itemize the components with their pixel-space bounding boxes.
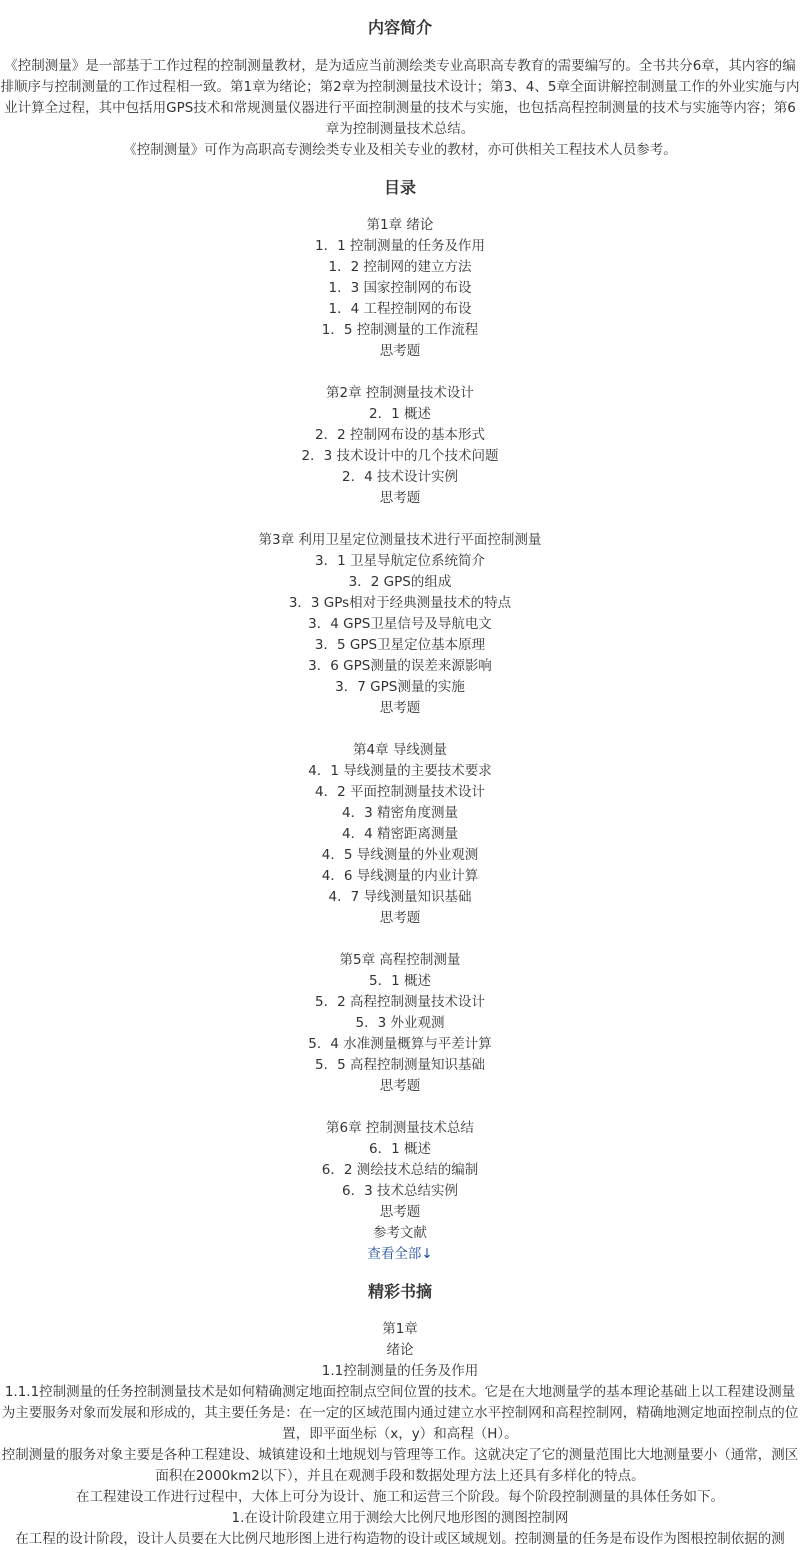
toc-chapter-heading: 第5章 高程控制测量 xyxy=(339,952,461,968)
toc-item: 5．4 水准测量概算与平差计算 xyxy=(308,1036,492,1052)
excerpt-line: 在工程建设工作进行过程中，大体上可分为设计、施工和运营三个阶段。每个阶段控制测量的具体任务如下。 xyxy=(76,1489,724,1505)
toc-item: 6．1 概述 xyxy=(369,1141,431,1157)
toc-item: 3．7 GPS测量的实施 xyxy=(335,679,465,695)
toc-item: 思考题 xyxy=(379,1078,421,1094)
excerpt-line: 控制测量的服务对象主要是各种工程建设、城镇建设和土地规划与管理等工作。这就决定了它的测量范围比大地测量要小（通常，测区面积在2000km2以下），并且在观测手段和数据处理方法上还具有多样化的特点。 xyxy=(1,1447,799,1484)
toc-item: 6．2 测绘技术总结的编制 xyxy=(321,1162,479,1178)
toc-title: 目录 xyxy=(383,178,416,197)
toc-item: 1．3 国家控制网的布设 xyxy=(328,280,472,296)
toc-item: 4．5 导线测量的外业观测 xyxy=(321,847,479,863)
toc-chapter xyxy=(0,950,800,1097)
excerpt-line: 1.1控制测量的任务及作用 xyxy=(321,1363,479,1379)
view-all-link[interactable]: 查看全部↓ xyxy=(367,1246,433,1262)
toc-chapter-heading: 第4章 导线测量 xyxy=(353,742,447,758)
toc-item: 1．5 控制测量的工作流程 xyxy=(321,322,479,338)
toc-item: 2．4 技术设计实例 xyxy=(342,469,458,485)
excerpt-title: 精彩书摘 xyxy=(367,1282,432,1301)
toc-item: 3．1 卫星导航定位系统简介 xyxy=(315,553,485,569)
toc-chapter xyxy=(0,1118,800,1244)
toc-item: 5．2 高程控制测量技术设计 xyxy=(315,994,485,1010)
intro-paragraph: 《控制测量》可作为高职高专测绘类专业及相关专业的教材，亦可供相关工程技术人员参考。 xyxy=(123,142,677,158)
toc-item: 思考题 xyxy=(379,1204,421,1220)
toc-item: 2．3 技术设计中的几个技术问题 xyxy=(301,448,499,464)
toc-item: 1．2 控制网的建立方法 xyxy=(328,259,472,275)
toc-chapter xyxy=(0,383,800,509)
toc-item: 4．1 导线测量的主要技术要求 xyxy=(308,763,492,779)
toc-item: 6．3 技术总结实例 xyxy=(342,1183,458,1199)
toc-item: 1．4 工程控制网的布设 xyxy=(328,301,472,317)
toc-chapter xyxy=(0,530,800,719)
excerpt-section xyxy=(0,1319,800,1550)
toc-chapter xyxy=(0,215,800,362)
toc-item: 2．1 概述 xyxy=(369,406,431,422)
toc-item: 3．5 GPS卫星定位基本原理 xyxy=(314,637,486,653)
toc-item: 2．2 控制网布设的基本形式 xyxy=(315,427,485,443)
excerpt-line: 绪论 xyxy=(386,1342,414,1358)
toc-item: 4．3 精密角度测量 xyxy=(342,805,458,821)
excerpt-line: 1.1.1控制测量的任务控制测量技术是如何精确测定地面控制点空间位置的技术。它是在大地测量学的基本理论基础上以工程建设测量为主要服务对象而发展和形成的，其主要任务是：在一定的区域范围内通过建立水平控制网和高程控制网，精确地测定地面控制点的位置，即平面坐标（x，y）和高程（H）。 xyxy=(1,1384,799,1442)
toc-item: 4．4 精密距离测量 xyxy=(342,826,458,842)
intro-section xyxy=(0,39,800,161)
toc-item: 思考题 xyxy=(379,700,421,716)
toc-item: 4．6 导线测量的内业计算 xyxy=(321,868,479,884)
toc-item: 5．3 外业观测 xyxy=(355,1015,445,1031)
toc-chapter-heading: 第6章 控制测量技术总结 xyxy=(326,1120,474,1136)
toc-chapter-heading: 第2章 控制测量技术设计 xyxy=(326,385,474,401)
toc-chapter-heading: 第1章 绪论 xyxy=(366,217,434,233)
toc-item: 3．6 GPS测量的误差来源影响 xyxy=(308,658,492,674)
toc-item: 4．7 导线测量知识基础 xyxy=(328,889,472,905)
toc-item: 思考题 xyxy=(379,343,421,359)
toc-item: 4．2 平面控制测量技术设计 xyxy=(315,784,485,800)
intro-title: 内容简介 xyxy=(367,18,432,37)
excerpt-line: 1.在设计阶段建立用于测绘大比例尺地形图的测图控制网 xyxy=(231,1510,569,1526)
intro-paragraph: 《控制测量》是一部基于工作过程的控制测量教材，是为适应当前测绘类专业高职高专教育的需要编写的。全书共分6章，其内容的编排顺序与控制测量的工作过程相一致。第1章为绪论；第2章为控制测量技术设计；第3、4、5章全面讲解控制测量工作的外业实施与内业计算全过程，其中包括用GPS技术和常规测量仪器进行平面控制测量的技术与实施，也包括高程控制测量的技术与实施等内容；第6章为控制测量技术总结。 xyxy=(0,58,800,137)
table-of-contents xyxy=(0,215,800,1244)
toc-item: 参考文献 xyxy=(373,1225,427,1241)
toc-item: 思考题 xyxy=(379,490,421,506)
toc-item: 3．4 GPS卫星信号及导航电文 xyxy=(308,616,492,632)
toc-item: 3．3 GPs相对于经典测量技术的特点 xyxy=(288,595,512,611)
toc-chapter-heading: 第3章 利用卫星定位测量技术进行平面控制测量 xyxy=(258,532,542,548)
toc-item: 思考题 xyxy=(379,910,421,926)
toc-item: 5．1 概述 xyxy=(369,973,431,989)
toc-item: 1．1 控制测量的任务及作用 xyxy=(315,238,485,254)
toc-item: 5．5 高程控制测量知识基础 xyxy=(315,1057,485,1073)
toc-chapter xyxy=(0,740,800,929)
toc-item: 3．2 GPS的组成 xyxy=(348,574,452,590)
excerpt-line: 在工程的设计阶段，设计人员要在大比例尺地形图上进行构造物的设计或区域规划。控制测量的任务是布设作为图根控制依据的测 xyxy=(15,1531,785,1547)
excerpt-line: 第1章 xyxy=(382,1321,418,1337)
